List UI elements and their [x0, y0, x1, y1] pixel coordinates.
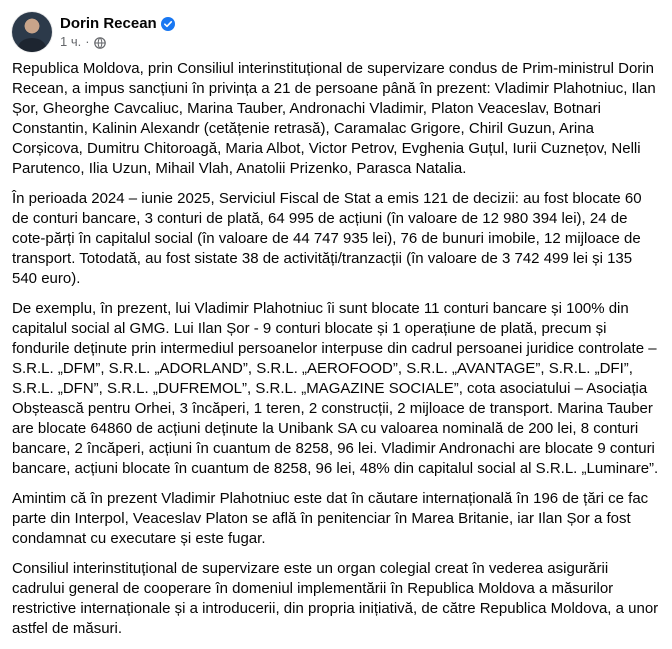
post-paragraph: De exemplu, în prezent, lui Vladimir Plahotniuc îi sunt blocate 11 conturi bancare și 100% din capitalul social al GMG. Lui Ilan Șor - 9 conturi blocate și 1 operațiune de plată, precum și fondurile deținute prin intermediul persoanelor interpuse din cadrul persoanei juridice controlate – S.R.L. „DFM”, S.R.L. „ADORLAND”, S.R.L. „AEROFOOD”, S.R.L. „AVANTAGE”, S.R.L. „DFI”, S.R.L. „DFN”, S.R.L. „DUFREMOL”, S.R.L. „MAGAZINE SOCIALE”, cota asociatului – Asociația Obștească pentru Orhei, 3 încăperi, 1 teren, 2 construcții, 2 mijloace de transport. Marina Tauber are blocate 64860 de acțiuni deținute la Unibank SA cu valoarea nominală de 200 lei, 8 conturi bancare, 2 încăperi, acțiuni în cuantum de 8258, 96 lei. Vladimir Andronachi are blocate 9 conturi bancare, acțiuni blocate în cuantum de 8258, 96 lei, 48% din capitalul social al S.R.L. „Luminare”.: [12, 300, 659, 477]
globe-icon[interactable]: [94, 36, 106, 48]
post-paragraph: Consiliul interinstituțional de supervizare este un organ colegial creat în vederea asigurării cadrului general de cooperare în domeniul implementării în Republica Moldova a măsurilor restrictive internaționale și a introducerii, din propria inițiativă, de către Republica Moldova, a unor astfel de măsuri.: [12, 560, 659, 637]
post-paragraph: Republica Moldova, prin Consiliul interinstituțional de supervizare condus de Prim-ministrul Dorin Recean, a impus sancțiuni în privința a 21 de persoane până în prezent: Vladimir Plahotniuc, Ilan Șor, Gheorghe Cavcaliuc, Marina Tauber, Andronachi Vladimir, Platon Veaceslav, Botnari Constantin, Kalinin Alexandr (cetățenie retrasă), Caramalac Grigore, Chiril Guzun, Arina Corșicova, Dumitru Chitoroagă, Maria Albot, Victor Petrov, Evghenia Guțul, Iurii Cuznețov, Nelli Parutenco, Ilia Uzun, Mihail Vlah, Anatolii Prizenko, Parasca Natalia.: [12, 60, 656, 177]
avatar[interactable]: [12, 12, 52, 52]
meta-separator: ·: [85, 34, 90, 49]
author-name-row: [60, 14, 175, 33]
post-header: [12, 10, 175, 54]
author-block: [60, 14, 175, 50]
post-meta: [60, 33, 175, 50]
author-name[interactable]: Dorin Recean: [60, 15, 157, 32]
verified-badge-icon: [161, 17, 175, 31]
post-body: [12, 59, 660, 649]
post-paragraph: Amintim că în prezent Vladimir Plahotniuc este dat în căutare internațională în 196 de țări ce fac parte din Interpol, Veaceslav Platon se află în penitenciar în Marea Britanie, iar Ilan Șor a fost condamnat cu executare și este fugar.: [12, 490, 649, 547]
post-paragraph: În perioada 2024 – iunie 2025, Serviciul Fiscal de Stat a emis 121 de decizii: au fost blocate 60 de conturi bancare, 3 conturi de plată, 64 995 de acțiuni (în valoare de 12 980 394 lei), 24 de cote-părți în capitalul social (în valoare de 44 747 935 lei), 76 de bunuri imobile, 12 mijloace de transport. Totodată, au fost sistate 38 de activități/tranzacții (în valoare de 3 742 499 lei și 135 540 euro).: [12, 190, 642, 287]
post-timestamp[interactable]: 1 ч.: [60, 34, 82, 49]
